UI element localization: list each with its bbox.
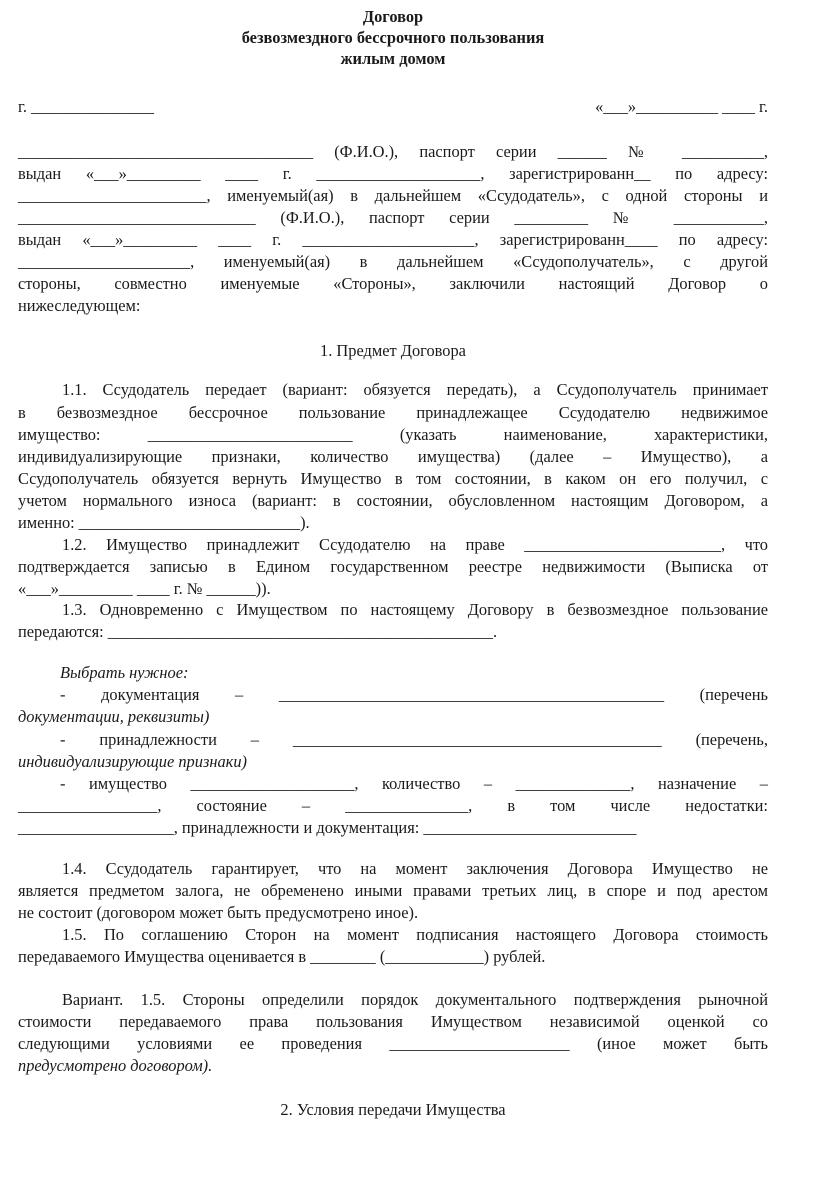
borrower-name-line: _____________________________ (Ф.И.О.), паспорт серии _________ № ___________, <box>18 208 768 227</box>
clause-1-1-line-5: Ссудополучатель обязуется вернуть Имущество в том состоянии, в каком он его получил, с <box>18 469 768 488</box>
option-documentation-line: - документация – _______________________________________________ (перечень <box>60 685 768 704</box>
document-subtitle-object: жилым домом <box>340 49 446 68</box>
clause-1-3-line-2: передаются: _______________________________________________. <box>18 622 498 641</box>
clause-1-1-line-3: имущество: _________________________ (указать наименование, характеристики, <box>18 425 768 444</box>
clause-1-1-line-7: именно: ___________________________). <box>18 513 310 532</box>
place-field: г. _______________ <box>18 97 154 116</box>
lender-passport-line: выдан «___»_________ ____ г. ____________________, зарегистрированн__ по адресу: <box>18 164 768 183</box>
clause-1-2-line-1: 1.2. Имущество принадлежит Ссудодателю на праве ________________________, что <box>62 535 768 554</box>
section-1-heading: 1. Предмет Договора <box>320 341 466 360</box>
date-field: «___»__________ ____ г. <box>595 97 768 116</box>
variant-1-5-line-2: стоимости передаваемого права пользования Имуществом независимой оценкой со <box>18 1012 768 1031</box>
lender-address-line: _______________________, именуемый(ая) в дальнейшем «Ссудодатель», с одной стороны и <box>18 186 768 205</box>
clause-1-4-line-3: не состоит (договором может быть предусмотрено иное). <box>18 903 419 922</box>
option-documentation-hint: документации, реквизиты) <box>18 707 210 726</box>
lender-name-line: ____________________________________ (Ф.И.О.), паспорт серии ______ № __________, <box>18 142 768 161</box>
clause-1-5-line-1: 1.5. По соглашению Сторон на момент подписания настоящего Договора стоимость <box>62 925 768 944</box>
section-2-heading: 2. Условия передачи Имущества <box>280 1100 506 1119</box>
clause-1-2-line-3: «___»_________ ____ г. № ______)). <box>18 579 271 598</box>
clause-1-4-line-2: является предметом залога, не обременено иными правами третьих лиц, в споре и под арестом <box>18 881 768 900</box>
clause-1-1-line-1: 1.1. Ссудодатель передает (вариант: обязуется передать), а Ссудополучатель принимает <box>62 380 768 399</box>
option-property-line-3: ___________________, принадлежности и документация: __________________________ <box>18 818 637 837</box>
clause-1-3-line-1: 1.3. Одновременно с Имуществом по настоящему Договору в безвозмездное пользование <box>62 600 768 619</box>
option-accessories-line: - принадлежности – _____________________________________________ (перечень, <box>60 730 768 749</box>
option-accessories-hint: индивидуализирующие признаки) <box>18 752 247 771</box>
borrower-address-line: _____________________, именуемый(ая) в дальнейшем «Ссудополучатель», с другой <box>18 252 768 271</box>
option-property-line-1: - имущество ____________________, количество – ______________, назначение – <box>60 774 768 793</box>
document-title: Договор <box>362 7 424 26</box>
variant-1-5-line-3: следующими условиями ее проведения ______________________ (иное может быть <box>18 1034 768 1053</box>
option-property-line-2: _________________, состояние – _______________, в том числе недостатки: <box>18 796 768 815</box>
parties-line-end: нижеследующем: <box>18 296 141 315</box>
clause-1-5-line-2: передаваемого Имущества оценивается в ________ (____________) рублей. <box>18 947 546 966</box>
document-subtitle: безвозмездного бессрочного пользования <box>241 28 545 47</box>
clause-1-1-line-2: в безвозмездное бессрочное пользование принадлежащее Ссудодателю недвижимое <box>18 403 768 422</box>
parties-line: стороны, совместно именуемые «Стороны», заключили настоящий Договор о <box>18 274 768 293</box>
clause-1-1-line-4: индивидуализирующие признаки, количество имущества) (далее – Имущество), а <box>18 447 768 466</box>
borrower-passport-line: выдан «___»_________ ____ г. _____________________, зарегистрированн____ по адресу: <box>18 230 768 249</box>
clause-1-2-line-2: подтверждается записью в Едином государственном реестре недвижимости (Выписка от <box>18 557 768 576</box>
clause-1-4-line-1: 1.4. Ссудодатель гарантирует, что на момент заключения Договора Имущество не <box>62 859 768 878</box>
variant-1-5-line-1: Вариант. 1.5. Стороны определили порядок документального подтверждения рыночной <box>62 990 768 1009</box>
choose-option-label: Выбрать нужное: <box>60 663 189 682</box>
contract-body <box>18 0 768 1200</box>
clause-1-1-line-6: учетом нормального износа (вариант: в состоянии, обусловленном настоящим Договором, а <box>18 491 768 510</box>
variant-1-5-line-4: предусмотрено договором). <box>18 1056 213 1075</box>
